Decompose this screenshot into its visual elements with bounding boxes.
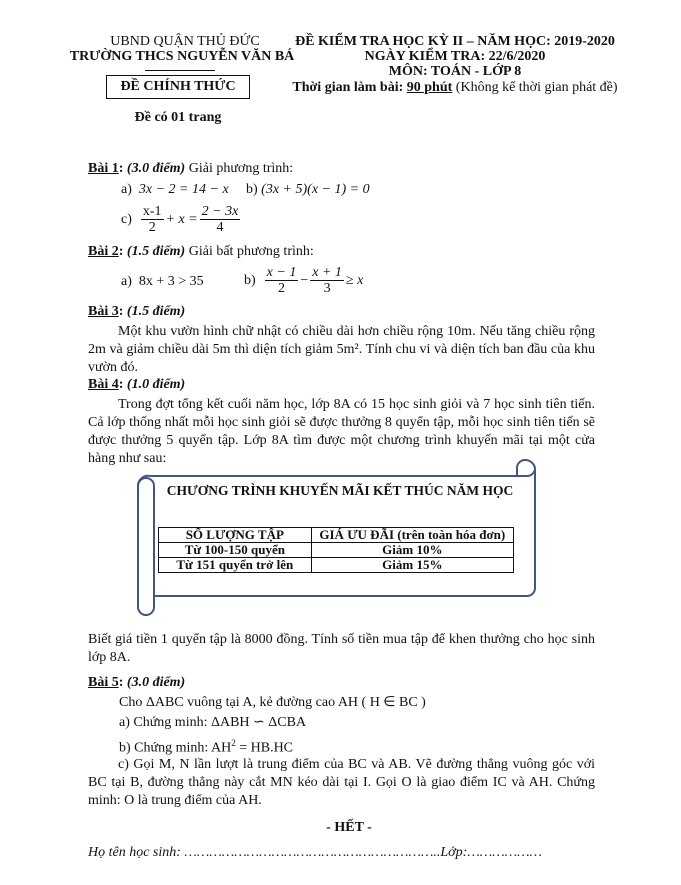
- label: a): [121, 182, 132, 197]
- numerator: x-1: [142, 204, 162, 219]
- bai4-title: Bài 4: [88, 377, 119, 392]
- promo-table: [158, 527, 514, 573]
- bai3-title: Bài 3: [88, 304, 119, 319]
- bai3-text: Một khu vườn hình chữ nhật có chiều dài hơn chiều rộng 10m. Nếu tăng chiều rộng 2m và giảm chiều dài 5m thì diện tích giảm 5m². Tính chu vi và diện tích ban đầu của khu vườn đó.: [88, 324, 595, 375]
- label: b): [246, 182, 258, 197]
- bai4-heading: Bài 4: (1.0 điểm): [88, 377, 186, 392]
- school-name: TRƯỜNG THCS NGUYỄN VĂN BÁ: [69, 49, 295, 64]
- equation: (3x + 5)(x − 1) = 0: [261, 182, 370, 197]
- operator: ≥ x: [345, 273, 364, 288]
- promo-title: CHƯƠNG TRÌNH KHUYẾN MÃI KẾT THÚC NĂM HỌC: [166, 483, 514, 498]
- table-cell: Giảm 10%: [311, 543, 513, 558]
- label: a): [121, 274, 132, 289]
- end-marker: - HẾT -: [326, 820, 372, 835]
- numerator: x − 1: [266, 265, 297, 280]
- bai5-heading: Bài 5: (3.0 điểm): [88, 675, 186, 690]
- official-exam-box: ĐỀ CHÍNH THỨC: [106, 75, 250, 99]
- label: c): [121, 212, 132, 227]
- bai4-points: (1.0 điểm): [126, 377, 186, 392]
- bai5-title: Bài 5: [88, 675, 119, 690]
- operator: −: [300, 273, 309, 288]
- numerator: 2 − 3x: [201, 204, 239, 219]
- time-value: 90 phút: [406, 80, 453, 95]
- inequality: 8x + 3 > 35: [138, 274, 204, 289]
- bai3-points: (1.5 điểm): [126, 304, 186, 319]
- table-cell: Từ 151 quyển trở lên: [159, 558, 312, 573]
- label: b): [244, 273, 256, 288]
- bai1-points: (3.0 điểm): [126, 161, 186, 176]
- exponent: 2: [231, 738, 236, 748]
- time-label: Thời gian làm bài:: [292, 80, 404, 95]
- bai1-heading: Bài 1: (3.0 điểm) Giải phương trình:: [88, 161, 294, 176]
- column-header: GIÁ ƯU ĐÃI (trên toàn hóa đơn): [311, 528, 513, 543]
- subject: MÔN: TOÁN - LỚP 8: [388, 64, 522, 79]
- bai5-b: [119, 735, 293, 757]
- denominator: 2: [148, 220, 156, 235]
- page-count: Đề có 01 trang: [134, 110, 222, 125]
- bai2-points: (1.5 điểm): [126, 244, 186, 259]
- bai2-task: Giải bất phương trình:: [188, 244, 314, 259]
- text: = HB.HC: [235, 740, 294, 756]
- text: b) Chứng minh: AH: [119, 740, 232, 756]
- bai1-task: Giải phương trình:: [188, 161, 294, 176]
- numerator: x + 1: [312, 265, 342, 280]
- denominator: 3: [323, 281, 331, 296]
- denominator: 2: [278, 281, 285, 296]
- exam-title: ĐỀ KIỂM TRA HỌC KỲ II – NĂM HỌC: 2019-2020: [295, 34, 615, 49]
- bai4-text: Trong đợt tổng kết cuối năm học, lớp 8A có 15 học sinh giỏi và 7 học sinh tiên tiến. Cả lớp thống nhất mỗi học sinh giỏi sẽ được thưởng 8 quyển tập, mỗi học sinh tiên tiến sẽ được thưởng 5 quyển tập. Lớp 8A tìm được một chương trình khuyến mãi tại một cửa hàng như sau:: [88, 397, 595, 466]
- bai5-points: (3.0 điểm): [126, 675, 186, 690]
- student-info-line: Họ tên học sinh: ……………………………………………………..Lớp:………………: [88, 845, 543, 860]
- bai3-heading: Bài 3: (1.5 điểm): [88, 304, 186, 319]
- exam-date: NGÀY KIỂM TRA: 22/6/2020: [364, 49, 546, 64]
- bai5-a: a) Chứng minh: ΔABH ∽ ΔCBA: [119, 715, 307, 730]
- bai4-question: Biết giá tiền 1 quyển tập là 8000 đồng. Tính số tiền mua tập để khen thưởng cho học sinh lớp 8A.: [88, 632, 595, 665]
- district-name: UBND QUẬN THỦ ĐỨC: [110, 34, 260, 49]
- bai1-title: Bài 1: [88, 161, 119, 176]
- denominator: 4: [216, 220, 224, 235]
- table-header-row: [159, 528, 514, 543]
- operator: + x =: [165, 212, 198, 227]
- table-row: [159, 543, 514, 558]
- bai2-heading: Bài 2: (1.5 điểm) Giải bất phương trình:: [88, 244, 314, 259]
- bai5-intro: Cho ΔABC vuông tại A, kẻ đường cao AH ( H ∈ BC ): [119, 695, 426, 710]
- table-cell: Giảm 15%: [311, 558, 513, 573]
- equation: 3x − 2 = 14 − x: [138, 182, 229, 197]
- bai2-title: Bài 2: [88, 244, 119, 259]
- time-note: (Không kể thời gian phát đề): [455, 80, 618, 95]
- table-cell: Từ 100-150 quyển: [159, 543, 312, 558]
- column-header: SỐ LƯỢNG TẬP: [159, 528, 312, 543]
- table-row: [159, 558, 514, 573]
- bai5-c: c) Gọi M, N lần lượt là trung điểm của BC và AB. Vẽ đường thẳng vuông góc với BC tại B, đường thẳng này cắt MN kéo dài tại I. Gọi O là giao điểm IC và AH. Chứng minh: O là trung điểm của AH.: [88, 757, 595, 808]
